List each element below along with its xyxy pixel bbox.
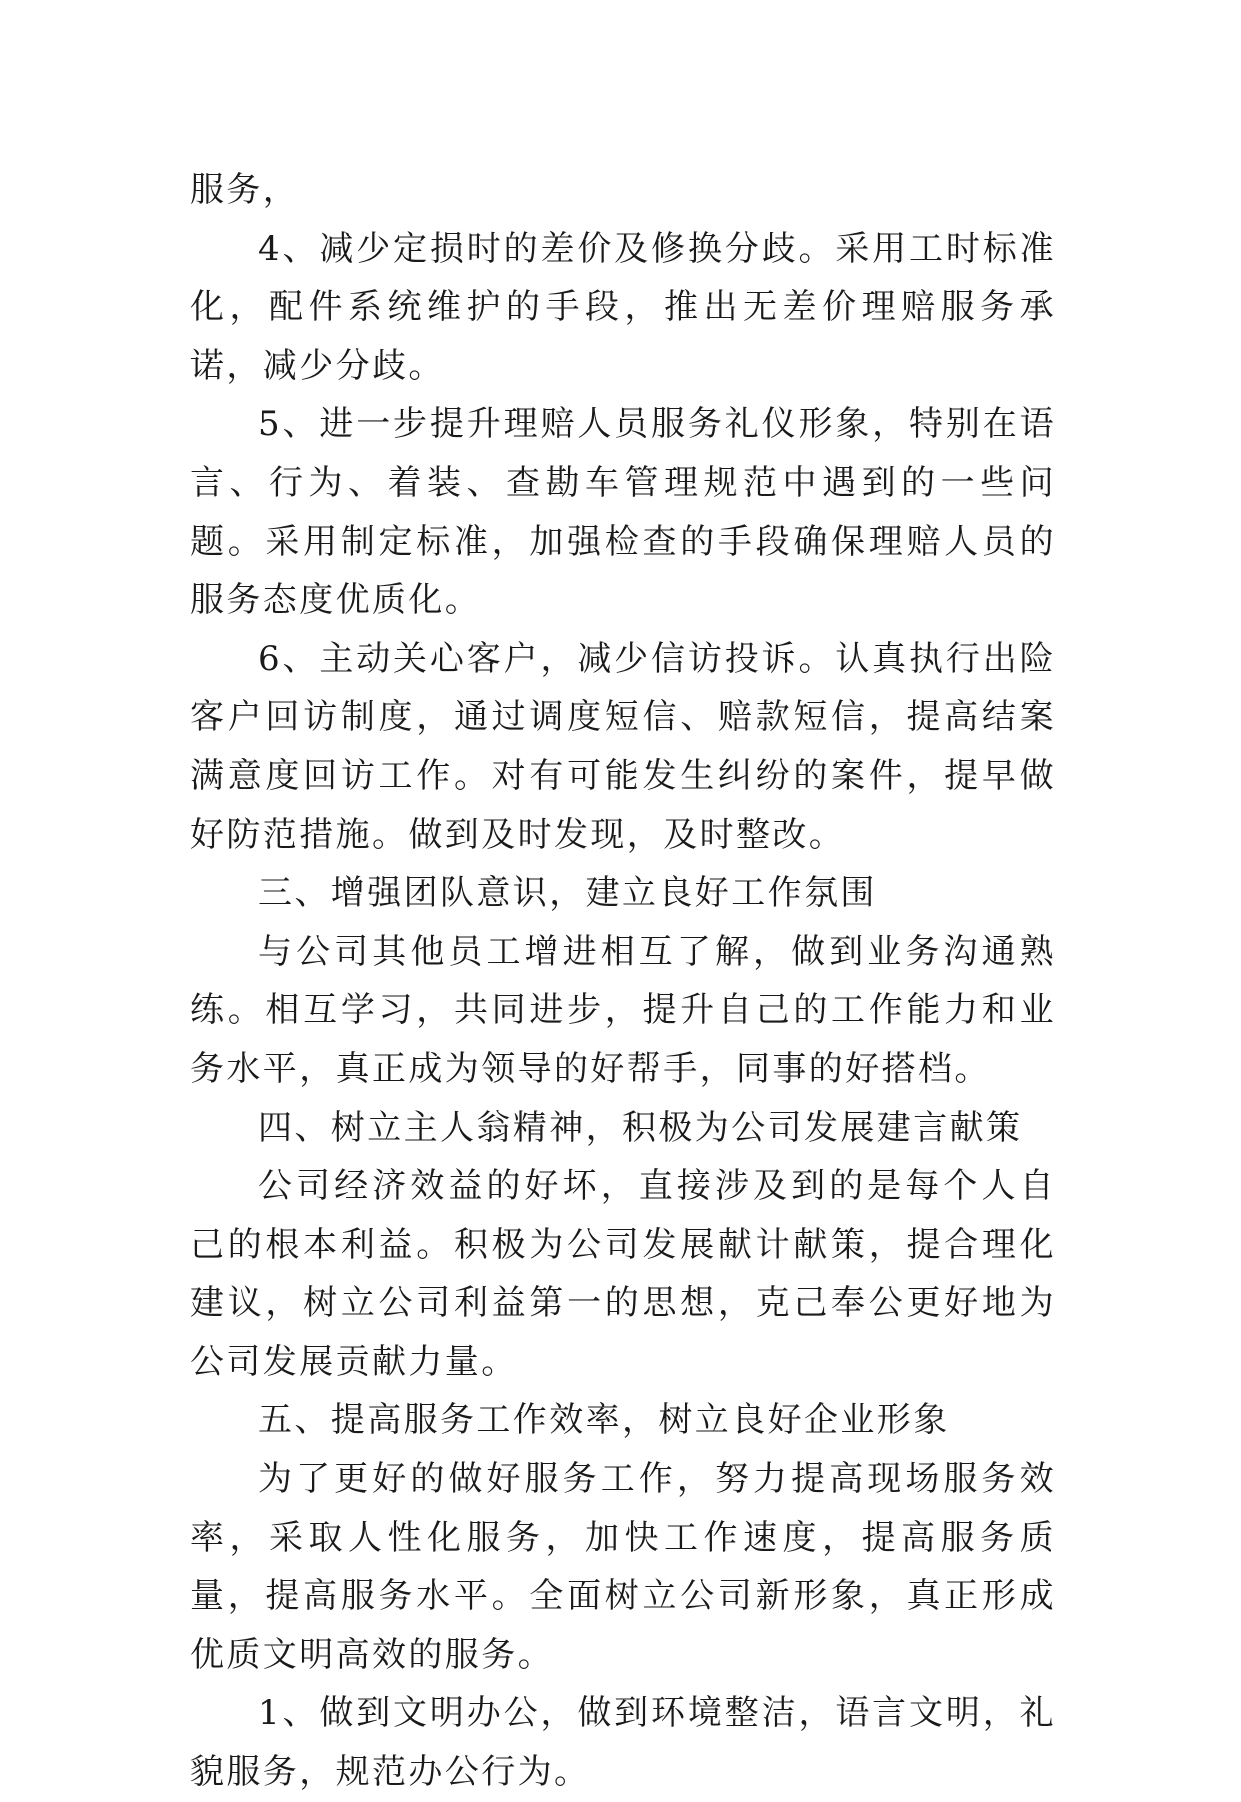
- paragraph-item-6: 6、主动关心客户，减少信访投诉。认真执行出险客户回访制度，通过调度短信、赔款短信，提高结案满意度回访工作。对有可能发生纠纷的案件，提早做好防范措施。做到及时发现，及时整改。: [190, 638, 1056, 855]
- paragraph-section-3-body: 与公司其他员工增进相互了解，做到业务沟通熟练。相互学习，共同进步，提升自己的工作能力和业务水平，真正成为领导的好帮手，同事的好搭档。: [190, 931, 1056, 1089]
- section-heading-4: 四、树立主人翁精神，积极为公司发展建言献策: [258, 1107, 1023, 1148]
- paragraph-item-5: 5、进一步提升理赔人员服务礼仪形象，特别在语言、行为、着装、查勘车管理规范中遇到的一些问题。采用制定标准，加强检查的手段确保理赔人员的服务态度优质化。: [190, 404, 1056, 621]
- paragraph-section-4-body: 公司经济效益的好坏，直接涉及到的是每个人自己的根本利益。积极为公司发展献计献策，提合理化建议，树立公司利益第一的思想，克己奉公更好地为公司发展贡献力量。: [190, 1166, 1056, 1382]
- paragraph-continuation: 服务，: [190, 170, 300, 210]
- paragraph-item-1: 1、做到文明办公，做到环境整洁，语言文明，礼貌服务，规范办公行为。: [190, 1693, 1056, 1793]
- document-body: [190, 161, 1056, 1802]
- paragraph-section-5-body: 为了更好的做好服务工作，努力提高现场服务效率，采取人性化服务，加快工作速度，提高服务质量，提高服务水平。全面树立公司新形象，真正形成优质文明高效的服务。: [190, 1459, 1056, 1675]
- section-heading-5: 五、提高服务工作效率，树立良好企业形象: [258, 1400, 950, 1441]
- paragraph-item-4: 4、减少定损时的差价及修换分歧。采用工时标准化，配件系统维护的手段，推出无差价理赔服务承诺，减少分歧。: [190, 228, 1056, 386]
- section-heading-3: 三、增强团队意识，建立良好工作氛围: [258, 873, 877, 914]
